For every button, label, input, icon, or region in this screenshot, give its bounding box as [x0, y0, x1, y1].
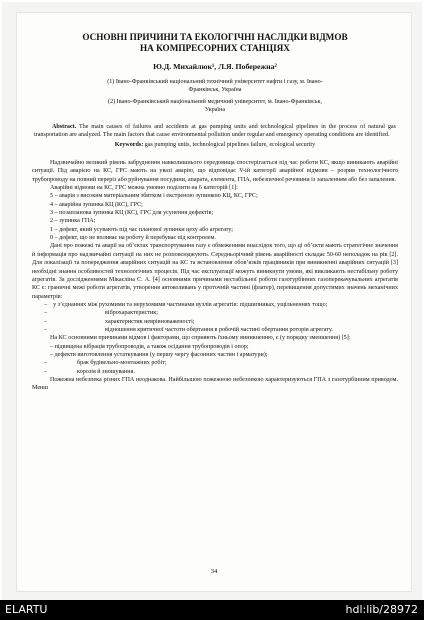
list-item: – брак будівельно-монтажних робіт; [44, 360, 167, 367]
affiliation-2 [32, 98, 398, 114]
page-number: 34 [210, 568, 218, 575]
list-item: 1 – дефект, який усувають під час планової зупинки цеху або агрегату; [50, 226, 234, 233]
list-1-intro: Аварійні відмови на КС, ГРС можна умовно поділити на 6 категорій [1]: [50, 185, 238, 192]
document-title [32, 32, 398, 54]
paragraph-4: Пожежна небезпека різних ГПА неоднакова. Найбільшою пожежною небезпекою характеризуються ГПА з газотурбінним приводом. Менш [32, 376, 398, 392]
list-item-text: корозія й зношування. [77, 368, 135, 375]
paragraph-1: Надзвичайно великий рівень забруднення навколишнього середовища спостерігається під час роботи КС, якщо виникають аварійні ситуації. Під аварією на КС, ГРС мають на увазі аварію, що відповідає V-ій категорії аварійної відмови – розрив технологічного трубопроводу на повний переріз або руйнування посудини, апарата, елемента, ГПА, небезпечної речовини із запаленням або без запалення. [32, 160, 398, 183]
paragraph-2: Дані про пожежі та аварії на об’єктах транспортування газу є обмеженими внаслідок того, що ці об’єкти мають стратегічне значення й інформація про надзвичайні ситуації на них не розповсюджують. Середньорічний рівень аварійності складає 50-60 неполадок на рік [2]. Для локалізації та попередження аварійних ситуацій на КС та встановлення обов’язків працівників при виникненні аварійних ситуацій [3] необхідні знання особливостей технологічних процесів. Під час експлуатації можуть виникнути умови, які викликають нестабільну роботу агрегатів. За дослідженнями Мікаєліна С. А. [4] основними причинами нестабільної роботи газотурбінних газоперекачувальних агрегатів КС є: граничні межі роботи агрегатів, утворення автоколивань у проточній частині (флатер), перевищення допустимих значень механічних параметрів: [32, 243, 398, 300]
paragraph-3: На КС основними причинами відмов і факторами, що сприяють їхньому виникненню, є (у порядку зменшення) [5]: [50, 335, 351, 342]
parameter-list [32, 301, 398, 334]
abstract [32, 123, 398, 140]
repository-footer-bar [0, 600, 424, 620]
list-item-text: брак будівельно-монтажних робіт; [77, 360, 167, 367]
list-item: – відношення критичної частоти обертання в робочій частині обертання роторів агрегату. [44, 326, 333, 333]
list-item: – у з’єднаннях між рухомими та нерухомими частинами вузлів агрегатів: підшипниках, ущільненнях тощо; [44, 301, 328, 308]
title-line-1: ОСНОВНІ ПРИЧИНИ ТА ЕКОЛОГІЧНІ НАСЛІДКИ ВІДМОВ [82, 32, 348, 42]
list-item-text: віброхарактеристик; [105, 310, 158, 317]
affiliation-1-line-1: (1) Івано-Франківський національний технічний університет нафти і газу, м. Івано- [107, 79, 323, 85]
list-item: 4 – аварійна зупинка КЦ (КС), ГРС; [50, 201, 143, 208]
failure-cause-list [32, 343, 398, 376]
abstract-label: Abstract. [52, 124, 77, 130]
list-item: – дефекти виготовлення устаткування (у першу чергу фасонних частин і арматури); [50, 351, 268, 358]
category-list [32, 192, 398, 242]
list-item: 3 – позапланова зупинка КЦ (КС), ГРС для усунення дефектів; [50, 210, 214, 217]
authors: Ю.Д. Михайлюк¹, Л.Я. Побережна² [153, 62, 277, 71]
affiliation-2-line-1: (2) Івано-Франківський національний медичний університет, м. Івано-Франківськ, [108, 99, 322, 105]
keywords [32, 141, 398, 149]
list-item: – характеристик неврівноваженості; [44, 318, 195, 325]
handle-identifier[interactable]: hdl:lib/28972 [345, 603, 418, 616]
list-item: 2 – зупинка ГПА; [50, 218, 96, 225]
page-frame [2, 2, 422, 600]
document-page [16, 12, 412, 592]
affiliation-2-line-2: Україна [204, 107, 226, 113]
keywords-text: gas pumping units, technological pipelines failure, ecological security [144, 141, 316, 148]
document-content [32, 26, 398, 393]
list-item: – віброхарактеристик; [44, 310, 158, 317]
title-line-2: НА КОМПРЕСОРНИХ СТАНЦІЯХ [140, 43, 290, 53]
abstract-text: The main causes of failures and accidents at gas pumping units and technological pipelines in the process of natural gas transportation are analyzed. The main factors that cause environmental pollution under regular and emergency operating conditions are identified. [34, 124, 396, 139]
list-item: 0 – дефект, що не впливає на роботу й перебуває під контролем. [50, 235, 216, 242]
list-item: – корозія й зношування. [44, 368, 135, 375]
keywords-label: Keywords: [114, 141, 144, 148]
affiliation-1-line-2: Франківськ, Україна [188, 87, 242, 93]
list-item-text: характеристик неврівноваженості; [105, 318, 195, 325]
repository-name: ELARTU [5, 603, 48, 616]
list-item: 5 – аварія з високим матеріальним збитком і екстреною зупинкою КЦ, КС, ГРС; [50, 193, 258, 200]
affiliation-1 [32, 78, 398, 94]
list-item: – підвищена вібрація трубопроводів, а також осідання трубопроводів і опор; [50, 343, 249, 350]
list-item-text: у з’єднаннях між рухомими та нерухомими частинами вузлів агрегатів: підшипниках, ущільненнях тощо; [53, 301, 328, 308]
list-item-text: відношення критичної частоти обертання в робочій частині обертання роторів агрегату. [105, 326, 333, 333]
